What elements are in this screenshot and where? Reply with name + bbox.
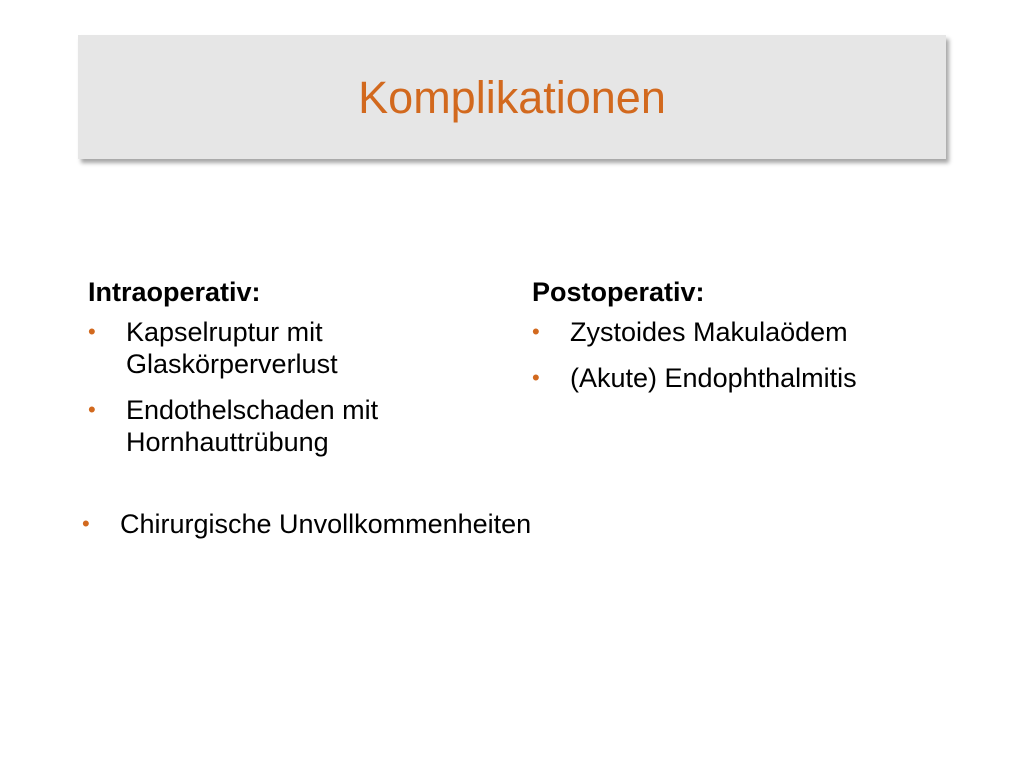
list-item: [88, 394, 488, 458]
list-item: [88, 316, 488, 380]
bottom-item-text: Chirurgische Unvollkommenheiten: [120, 509, 532, 539]
list-item-text: (Akute) Endophthalmitis: [570, 363, 857, 393]
bottom-list-item: [82, 508, 531, 540]
postoperative-column: [532, 272, 972, 408]
list-item: [532, 316, 972, 348]
title-banner: [78, 35, 946, 159]
list-item: [532, 362, 972, 394]
bullet-icon: •: [88, 319, 96, 344]
slide-title: Komplikationen: [358, 72, 666, 123]
intraoperative-column: [88, 272, 488, 472]
intraoperative-heading: Intraoperativ:: [88, 277, 261, 307]
intraoperative-list: [88, 316, 488, 458]
bullet-icon: •: [532, 319, 540, 344]
bullet-icon: •: [82, 511, 90, 536]
bullet-icon: •: [532, 365, 540, 390]
bullet-icon: •: [88, 397, 96, 422]
list-item-text-continued: Glaskörperverlust: [126, 349, 338, 379]
list-item-text-continued: Hornhauttrübung: [126, 427, 329, 457]
list-item-text: Endothelschaden mit: [126, 395, 379, 425]
list-item-text: Zystoides Makulaödem: [570, 317, 848, 347]
postoperative-list: [532, 316, 972, 394]
list-item-text: Kapselruptur mit: [126, 317, 323, 347]
postoperative-heading: Postoperativ:: [532, 277, 705, 307]
